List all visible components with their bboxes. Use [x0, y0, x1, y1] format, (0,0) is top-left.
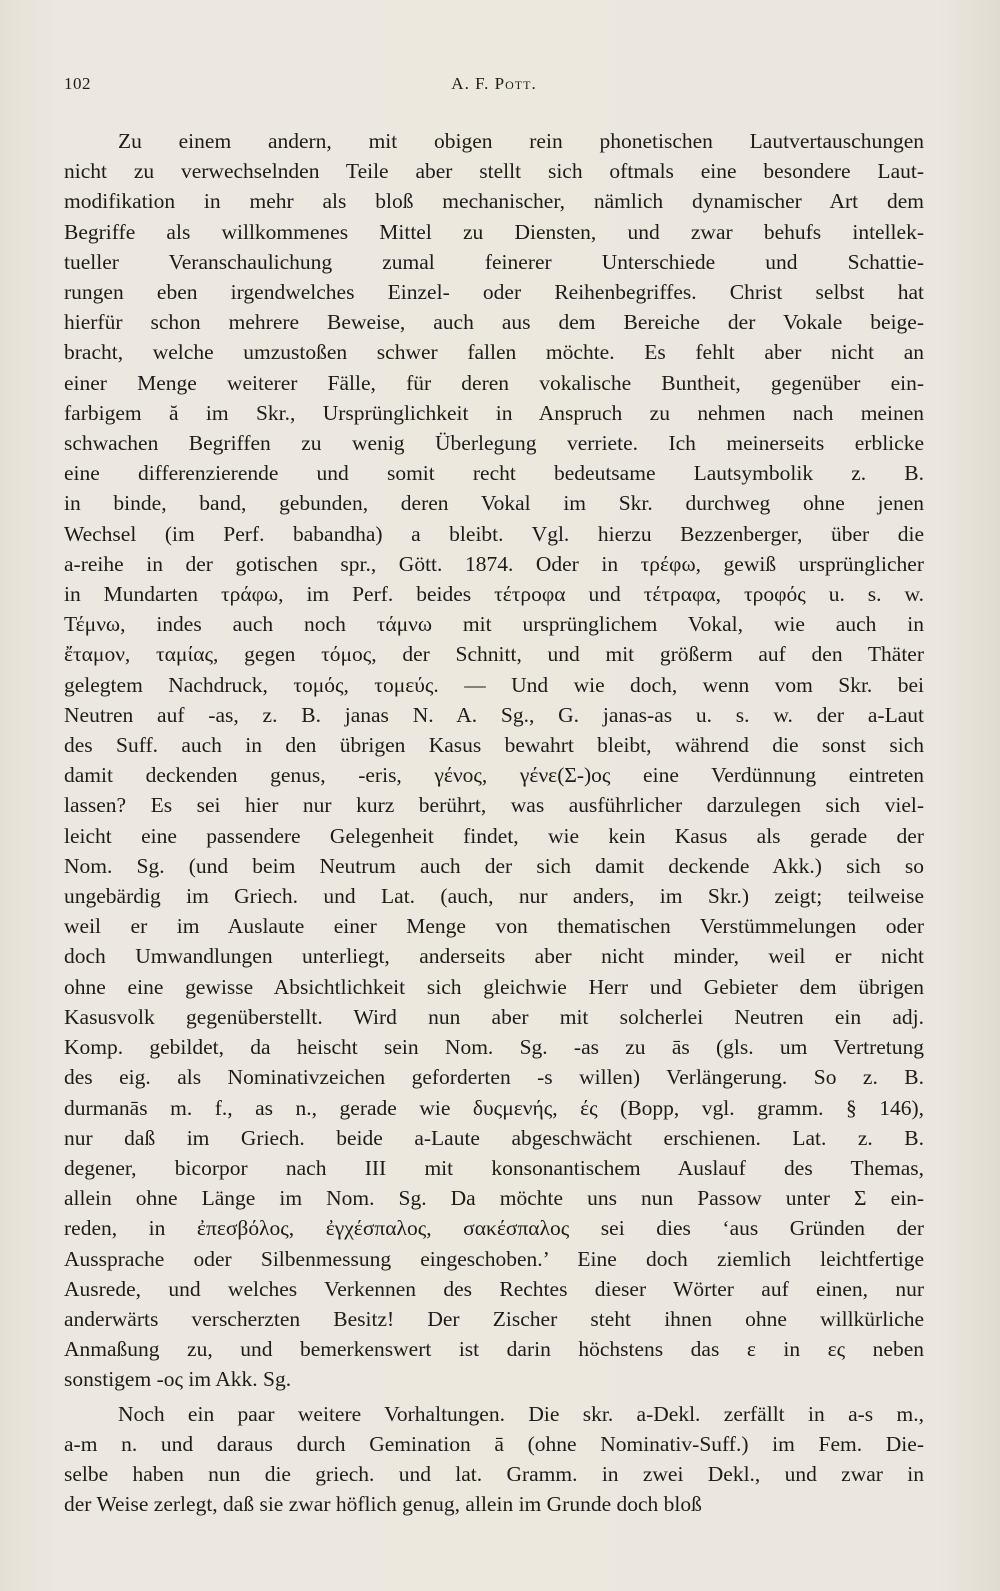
paragraph: [64, 1399, 924, 1520]
text-line: Anmaßung zu, und bemerkenswert ist darin höchstens das ε in ες neben: [64, 1337, 924, 1362]
text-line: tueller Veranschaulichung zumal feinerer Unterschiede und Schattie-: [64, 249, 924, 274]
text-line: sonstigem -ος im Akk. Sg.: [64, 1367, 292, 1392]
text-line: rungen eben irgendwelches Einzel- oder Reihenbegriffes. Christ selbst hat: [64, 280, 924, 305]
text-line: farbigem ă im Skr., Ursprünglichkeit in Anspruch zu nehmen nach meinen: [64, 400, 924, 425]
text-line: Aussprache oder Silbenmessung eingeschoben.’ Eine doch ziemlich leichtfertige: [64, 1246, 924, 1271]
text-line: schwachen Begriffen zu wenig Überlegung verriete. Ich meinerseits erblicke: [64, 431, 924, 456]
text-line: damit deckenden genus, -eris, γένος, γένε(Σ-)ος eine Verdünnung eintreten: [64, 763, 924, 788]
text-line: einer Menge weiterer Fälle, für deren vokalische Buntheit, gegenüber ein-: [64, 370, 924, 395]
text-line: des Suff. auch in den übrigen Kasus bewahrt bleibt, während die sonst sich: [64, 733, 924, 758]
text-line: Komp. gebildet, da heischt sein Nom. Sg. -as zu ās (gls. um Vertretung: [64, 1035, 924, 1060]
text-line: hierfür schon mehrere Beweise, auch aus dem Bereiche der Vokale beige-: [64, 310, 924, 335]
body-text: [64, 126, 924, 1519]
text-line: in binde, band, gebunden, deren Vokal im Skr. durchweg ohne jenen: [64, 491, 924, 516]
text-line: Wechsel (im Perf. babandha) a bleibt. Vgl. hierzu Bezzenberger, über die: [64, 521, 924, 546]
paragraph: [64, 126, 924, 1395]
text-line: Nom. Sg. (und beim Neutrum auch der sich damit deckende Akk.) sich so: [64, 853, 924, 878]
text-line: ohne eine gewisse Absichtlichkeit sich gleichwie Herr und Gebieter dem übrigen: [64, 974, 924, 999]
text-line: weil er im Auslaute einer Menge von thematischen Verstümmelungen oder: [64, 914, 924, 939]
text-line: degener, bicorpor nach III mit konsonantischem Auslauf des Themas,: [64, 1155, 924, 1180]
text-line: gelegtem Nachdruck, τομός, τομεύς. — Und wie doch, wenn vom Skr. bei: [64, 672, 924, 697]
text-line: eine differenzierende und somit recht bedeutsame Lautsymbolik z. B.: [64, 461, 924, 486]
text-line: Neutren auf -as, z. B. janas N. A. Sg., G. janas-as u. s. w. der a-Laut: [64, 702, 924, 727]
text-line: ungebärdig im Griech. und Lat. (auch, nur anders, im Skr.) zeigt; teilweise: [64, 884, 924, 909]
text-line: durmanās m. f., as n., gerade wie δυςμενής, ές (Bopp, vgl. gramm. § 146),: [64, 1095, 924, 1120]
text-line: Begriffe als willkommenes Mittel zu Diensten, und zwar behufs intellek-: [64, 219, 924, 244]
text-line: a-reihe in der gotischen spr., Gött. 1874. Oder in τρέφω, gewiß ursprünglicher: [64, 551, 924, 576]
page-header: [64, 74, 924, 104]
text-line: doch Umwandlungen unterliegt, anderseits aber nicht minder, weil er nicht: [64, 944, 924, 969]
text-line: Zu einem andern, mit obigen rein phonetischen Lautvertauschungen: [118, 129, 924, 153]
text-line: lassen? Es sei hier nur kurz berührt, was ausführlicher darzulegen sich viel-: [64, 793, 924, 818]
text-line: ἔταμον, ταμίας, gegen τόμος, der Schnitt, und mit größerm auf den Thäter: [64, 642, 924, 667]
text-line: leicht eine passendere Gelegenheit findet, wie kein Kasus als gerade der: [64, 823, 924, 848]
page-number: 102: [64, 74, 91, 93]
text-line: Kasusvolk gegenüberstellt. Wird nun aber mit solcherlei Neutren ein adj.: [64, 1004, 924, 1029]
text-line: Noch ein paar weitere Vorhaltungen. Die skr. a-Dekl. zerfällt in a-s m.,: [118, 1401, 924, 1426]
text-line: allein ohne Länge im Nom. Sg. Da möchte uns nun Passow unter Σ ein-: [64, 1186, 924, 1211]
text-line: nicht zu verwechselnden Teile aber stellt sich oftmals eine besondere Laut-: [64, 159, 924, 184]
text-line: der Weise zerlegt, daß sie zwar höflich genug, allein im Grunde doch bloß: [64, 1492, 702, 1517]
text-line: selbe haben nun die griech. und lat. Gramm. in zwei Dekl., und zwar in: [64, 1461, 924, 1486]
running-head: A. F. Pott.: [451, 74, 537, 93]
text-line: nur daß im Griech. beide a-Laute abgeschwächt erschienen. Lat. z. B.: [64, 1125, 924, 1150]
text-line: Τέμνω, indes auch noch τάμνω mit ursprünglichem Vokal, wie auch in: [64, 612, 924, 637]
text-line: bracht, welche umzustoßen schwer fallen möchte. Es fehlt aber nicht an: [64, 340, 924, 365]
text-line: a-m n. und daraus durch Gemination ā (ohne Nominativ-Suff.) im Fem. Die-: [64, 1431, 924, 1456]
text-line: modifikation in mehr als bloß mechanischer, nämlich dynamischer Art dem: [64, 189, 924, 214]
text-line: anderwärts verscherzten Besitz! Der Zischer steht ihnen ohne willkürliche: [64, 1306, 924, 1331]
text-line: reden, in ἐπεσβόλος, ἐγχέσπαλος, σακέσπαλος sei dies ‘aus Gründen der: [64, 1216, 924, 1241]
text-line: des eig. als Nominativzeichen geforderten -s willen) Verlängerung. So z. B.: [64, 1065, 924, 1090]
text-line: in Mundarten τράφω, im Perf. beides τέτροφα und τέτραφα, τροφός u. s. w.: [64, 582, 924, 607]
text-line: Ausrede, und welches Verkennen des Rechtes dieser Wörter auf einen, nur: [64, 1276, 924, 1301]
